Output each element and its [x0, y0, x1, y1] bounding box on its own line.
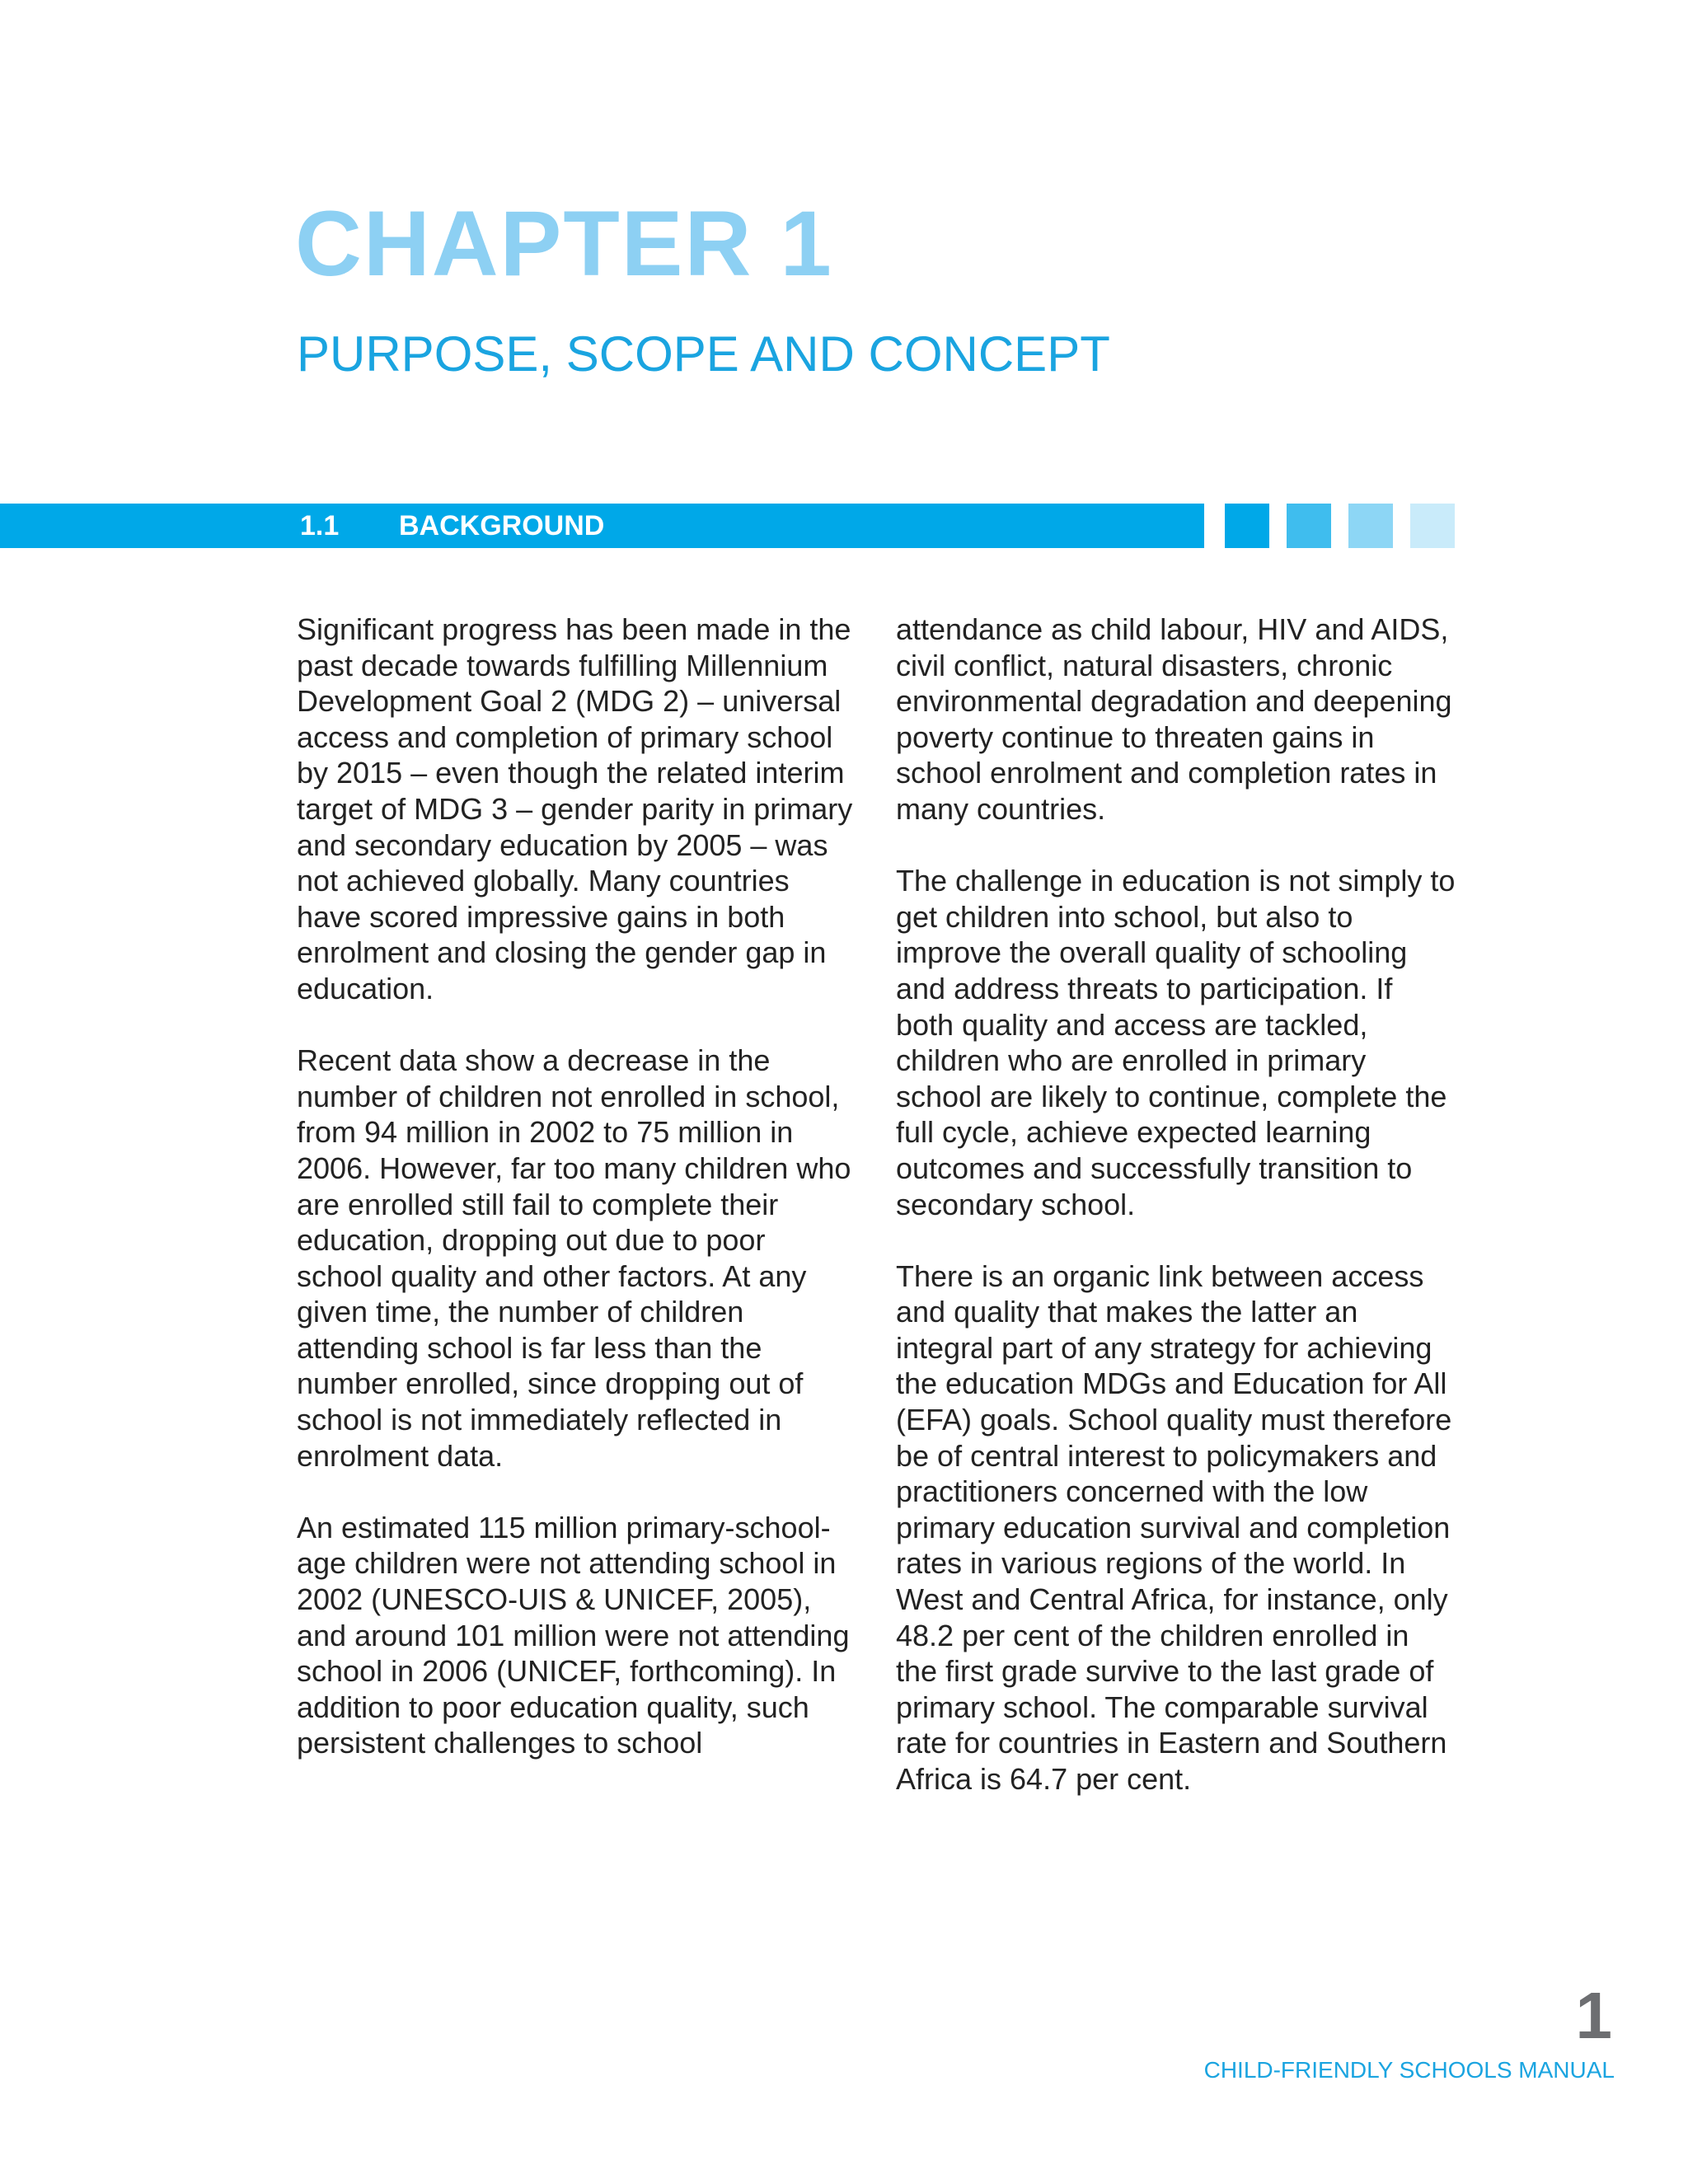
chapter-title: PURPOSE, SCOPE AND CONCEPT: [297, 326, 1110, 382]
chapter-label: CHAPTER 1: [295, 192, 833, 295]
section-title: BACKGROUND: [399, 510, 605, 541]
paragraph: Significant progress has been made in the past decade towards fulfilling Millennium Development Goal 2 (MDG 2) – universal access and completion of primary school by 2015 – even though the related interim target of MDG 3 – gender parity in primary and secondary education by 2005 – was not achieved globally. Many countries have scored impressive gains in both enrolment and closing the gender gap in education.: [297, 612, 853, 1005]
decorative-square-4: [1410, 504, 1455, 548]
paragraph: Recent data show a decrease in the number of children not enrolled in school, from 94 million in 2002 to 75 million in 2006. However, far too many children who are enrolled still fail to complete their education, dropping out due to poor school quality and other factors. At any given time, the number of children attending school is far less than the number enrolled, since dropping out of school is not immediately reflected in enrolment data.: [297, 1043, 851, 1473]
section-number: 1.1: [300, 510, 340, 541]
paragraph: An estimated 115 million primary-school-age children were not attending school in 2002 (UNESCO-UIS & UNICEF, 2005), and around 101 million were not attending school in 2006 (UNICEF, forthcoming). In addition to poor education quality, such persistent challenges to school: [297, 1510, 850, 1760]
section-heading: [300, 504, 604, 548]
decorative-square-2: [1287, 504, 1331, 548]
left-column: [297, 612, 857, 1797]
page-number: 1: [1575, 1979, 1612, 2052]
footer-manual-title: CHILD-FRIENDLY SCHOOLS MANUAL: [1203, 2057, 1615, 2083]
decorative-square-1: [1225, 504, 1269, 548]
right-column: [896, 612, 1456, 1833]
paragraph: attendance as child labour, HIV and AIDS, civil conflict, natural disasters, chronic environmental degradation and deepening poverty continue to threaten gains in school enrolment and completion rates in many countries.: [896, 612, 1452, 826]
decorative-square-3: [1348, 504, 1393, 548]
paragraph: There is an organic link between access and quality that makes the latter an integral part of any strategy for achieving the education MDGs and Education for All (EFA) goals. School quality must therefore be of central interest to policymakers and practitioners concerned with the low primary education survival and completion rates in various regions of the world. In West and Central Africa, for instance, only 48.2 per cent of the children enrolled in the first grade survive to the last grade of primary school. The comparable survival rate for countries in Eastern and Southern Africa is 64.7 per cent.: [896, 1258, 1452, 1796]
paragraph: The challenge in education is not simply to get children into school, but also to improve the overall quality of schooling and address threats to participation. If both quality and access are tackled, children who are enrolled in primary school are likely to continue, complete the full cycle, achieve expected learning outcomes and successfully transition to secondary school.: [896, 864, 1456, 1221]
